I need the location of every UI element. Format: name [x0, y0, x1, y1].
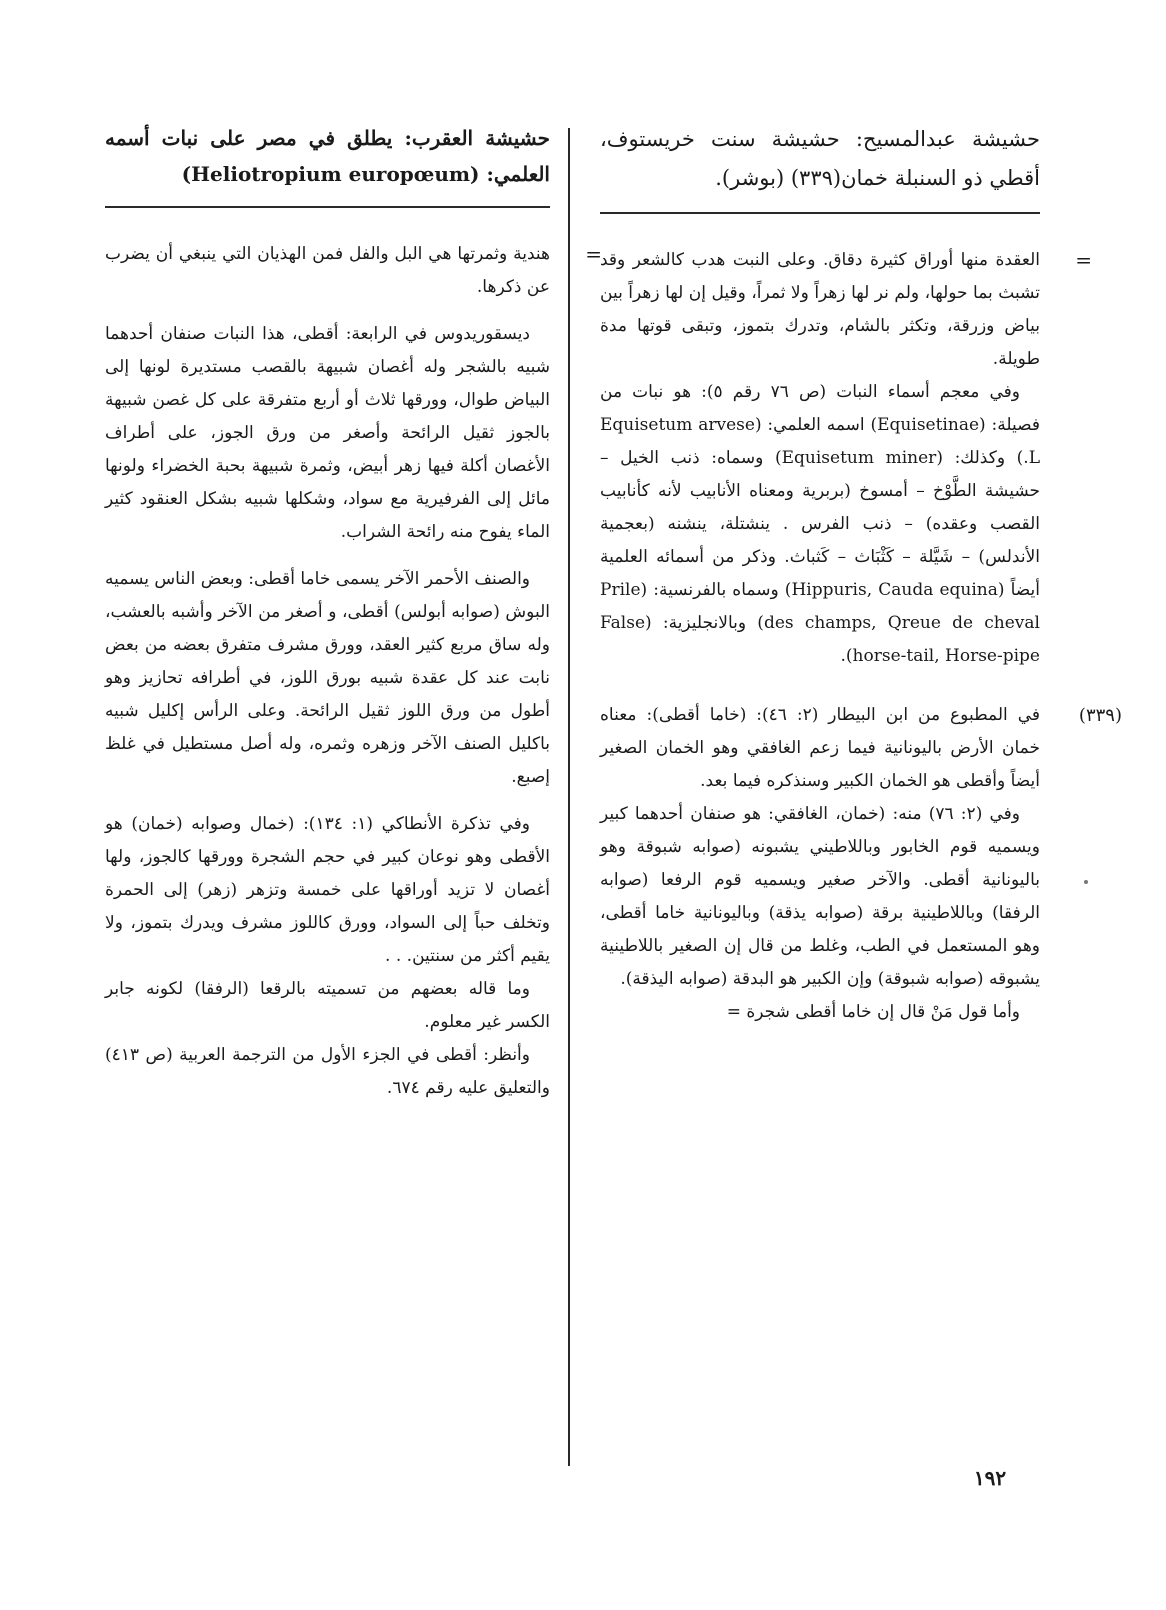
left-column	[105, 120, 602, 1105]
entry-paragraph: والصنف الأحمر الآخر يسمى خاما أقطى: وبعض الناس يسميه البوش (صوابه أبولس) أقطى، و أصغر من الآخر وأشبه بالعشب، وله ساق مربع كثير العقد، وورق مشرف متفرق بعضه من بعض نابت عند كل عقدة شبيه بورق اللوز، في أطرافه تحازيز وهو أطول من ورق اللوز ثقيل الرائحة. وعلى الرأس إكليل شبيه باكليل الصنف الآخر وزهره وثمره، وله أصل مستطيل في غلظ إصبع.	[105, 569, 550, 787]
continuation-mark: =	[585, 242, 602, 266]
footnote-number: (٣٣٩)	[1078, 705, 1122, 726]
page-number: ١٩٢	[973, 1466, 1007, 1490]
footnote-paragraph: في المطبوع من ابن البيطار (٢: ٤٦): (خاما أقطى): معناه خمان الأرض باليونانية فيما زعم الغافقي وهو الخمان الصغير أيضاً وأقطى هو الخمان الكبير وسنذكره فيما بعد.	[600, 705, 1040, 791]
right-column	[600, 120, 1122, 1029]
entry-body	[105, 238, 602, 1105]
entry-body	[600, 244, 1092, 673]
column-divider	[568, 128, 570, 1466]
scan-speck	[1084, 880, 1088, 884]
entry-paragraph: وفي معجم أسماء النبات (ص ٧٦ رقم ٥): هو نبات من فصيلة: (Equisetinae) اسمه العلمي: (Equisetum arvese L.) وكذلك: (Equisetum miner) وسماه: ذنب الخيل – حشيشة الطَّوْخ – أمسوخ (بربرية ومعناه الأنابيب لأنه كأنابيب القصب وعقده) – ذنب الفرس . ينشتلة، ينشنه (بعجمية الأندلس) – شَيَّلة – كَثْبَاث – كَثباث. وذكر من أسمائه العلمية أيضاً (Hippuris, Cauda equina) وسماه بالفرنسية: (Prile des champs, Qreue de cheval) وبالانجليزية: (False horse-tail, Horse-pipe).	[600, 382, 1041, 666]
headword-rule	[105, 206, 550, 208]
headword-abdulmasih: حشيشة عبدالمسيح: حشيشة سنت خريستوف، أقطي ذو السنبلة خمان(٣٣٩) (بوشر).	[600, 127, 1040, 190]
footnote-paragraph: وفي (٢: ٧٦) منه: (خمان، الغافقي: هو صنفان أحدهما كبير ويسميه قوم الخابور وباللاطيني يشبونه (صوابه شبوقة وهو باليونانية أقطى. والآخر صغير ويسميه قوم الرفعا (صوابه الرفقا) وباللاطينية برقة (صوابه يذقة) وباليونانية خاما أقطى، وهو المستعمل في الطب، وغلط من قال إن الصغير باللاطينية يشبوقه (صوابه شبوقة) وإن الكبير هو البدقة (صوابه اليذقة).	[600, 804, 1040, 989]
entry-paragraph: العقدة منها أوراق كثيرة دقاق. وعلى النبت هدب كالشعر وقد تشبث بما حولها، ولم نر لها زهراً ولا ثمراً، وقيل إن لها زهراً بين بياض وزرقة، وتكثر بالشام، وتدرك بتموز، وتبقى قوتها مدة طويلة.	[600, 250, 1040, 369]
headword-aqrab: حشيشة العقرب: يطلق في مصر على نبات أسمه العلمي: (Heliotropium europœum)	[105, 126, 550, 186]
headword-rule	[600, 212, 1040, 214]
entry-paragraph: وما قاله بعضهم من تسميته بالرقعا (الرفقا) لكونه جابر الكسر غير معلوم.	[105, 979, 550, 1032]
entry-paragraph: وأنظر: أقطى في الجزء الأول من الترجمة العربية (ص ٤١٣) والتعليق عليه رقم ٦٧٤.	[105, 1045, 550, 1098]
footnote-paragraph: وأما قول مَنْ قال إن خاما أقطى شجرة =	[726, 1002, 1020, 1022]
entry-paragraph: هندية وثمرتها هي البل والفل فمن الهذيان التي ينبغي أن يضرب عن ذكرها.	[105, 244, 550, 297]
entry-paragraph: وفي تذكرة الأنطاكي (١: ١٣٤): (خمال وصوابه (خمان) هو الأقطى وهو نوعان كبير في حجم الشجرة وورقها كالجوز، ولها أغصان لا تزيد أوراقها على خمسة وتزهر (زهر) إلى الحمرة وتخلف حباً إلى السواد، وورق كاللوز مشرف ويدرك بتموز، ولا يقيم أكثر من سنتين. . .	[105, 814, 550, 966]
footnote	[600, 699, 1122, 1029]
continuation-mark: =	[1075, 248, 1092, 272]
entry-paragraph: ديسقوريدوس في الرابعة: أقطى، هذا النبات صنفان أحدهما شبيه بالشجر وله أغصان شبيهة بالقصب مستديرة لونها إلى البياض طوال، وورقها ثلاث أو أربع متفرقة على كل غصن شبيهة بالجوز ثقيل الرائحة وأصغر من ورق الجوز، على أطراف الأغصان أكلة فيها زهر أبيض، وثمرة شبيهة بحبة الخضراء ولونها مائل إلى الفرفيرية مع سواد، وشكلها شبيه بشكل العنقود كثير الماء يفوح منه رائحة الشراب.	[105, 324, 550, 542]
